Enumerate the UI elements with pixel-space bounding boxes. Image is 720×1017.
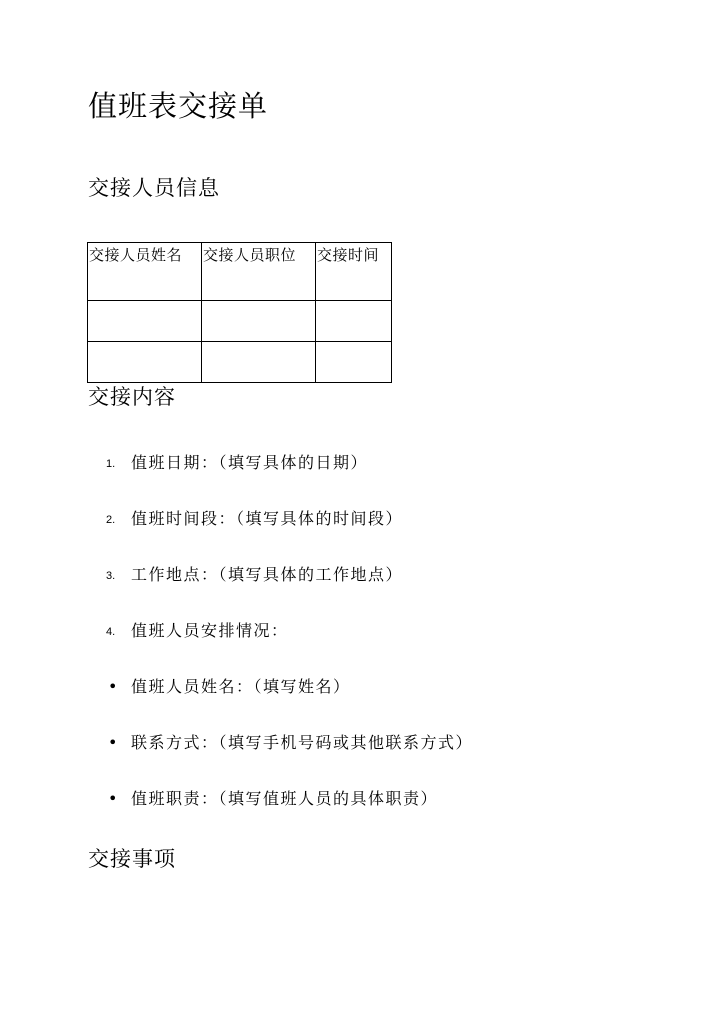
list-number: 1. <box>106 457 116 470</box>
table-row <box>88 342 392 383</box>
list-item <box>106 564 403 587</box>
list-item <box>106 620 289 643</box>
list-item <box>106 452 368 475</box>
table-row <box>88 301 392 342</box>
list-item-text: 联系方式：（填写手机号码或其他联系方式） <box>131 733 474 752</box>
table-cell[interactable] <box>316 342 392 383</box>
list-number: 2. <box>106 513 116 526</box>
table-header-row <box>88 243 392 301</box>
handover-personnel-table <box>87 242 392 383</box>
bullet-item <box>106 676 351 698</box>
table-cell[interactable] <box>88 301 202 342</box>
table-header-name: 交接人员姓名 <box>88 243 202 301</box>
table-cell[interactable] <box>202 342 316 383</box>
bullet-item <box>106 788 438 810</box>
table-cell[interactable] <box>202 301 316 342</box>
list-number: 3. <box>106 569 116 582</box>
table-header-position: 交接人员职位 <box>202 243 316 301</box>
section-heading-handover-info: 交接人员信息 <box>88 176 220 200</box>
page-title: 值班表交接单 <box>88 89 269 123</box>
list-item-text: 值班人员安排情况： <box>131 621 289 640</box>
section-heading-handover-matters: 交接事项 <box>88 847 176 871</box>
section-heading-handover-content: 交接内容 <box>88 385 176 409</box>
bullet-icon: • <box>108 733 118 752</box>
table-cell[interactable] <box>316 301 392 342</box>
list-item-text: 值班职责：（填写值班人员的具体职责） <box>131 789 439 808</box>
list-item-text: 值班日期：（填写具体的日期） <box>131 453 369 472</box>
list-item <box>106 508 403 531</box>
list-number: 4. <box>106 625 116 638</box>
bullet-icon: • <box>108 677 118 696</box>
list-item-text: 值班时间段：（填写具体的时间段） <box>131 509 404 528</box>
list-item-text: 工作地点：（填写具体的工作地点） <box>131 565 404 584</box>
list-item-text: 值班人员姓名：（填写姓名） <box>131 677 351 696</box>
table-cell[interactable] <box>88 342 202 383</box>
bullet-icon: • <box>108 789 118 808</box>
table-header-time: 交接时间 <box>316 243 392 301</box>
bullet-item <box>106 732 473 754</box>
